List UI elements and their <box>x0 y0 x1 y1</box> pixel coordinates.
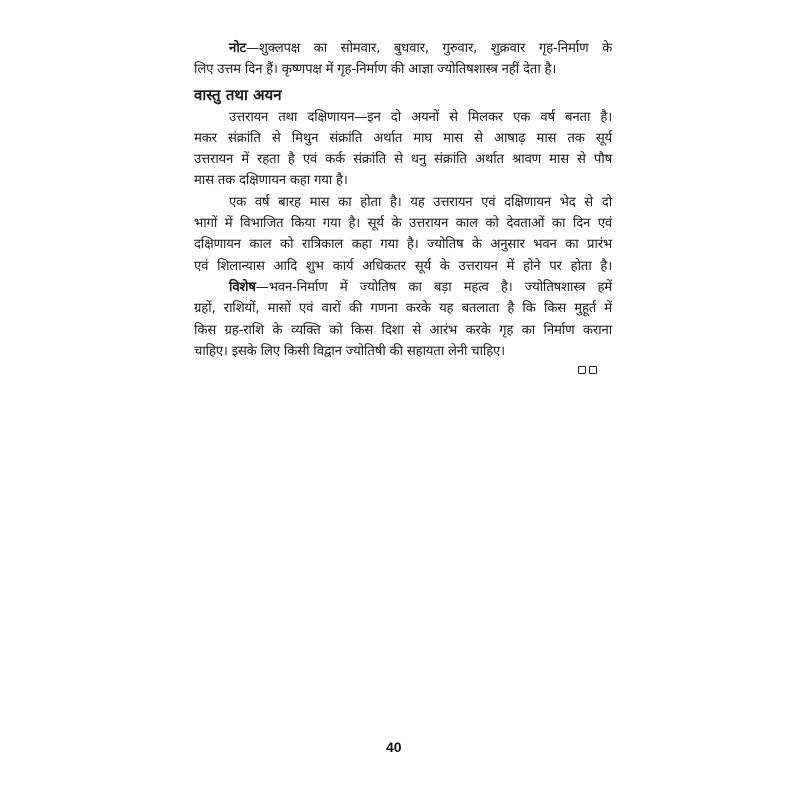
paragraph-2-line-3: दक्षिणायन काल को रात्रिकाल कहा गया है। ज्योतिष के अनुसार भवन का प्रारंभ <box>194 237 612 253</box>
paragraph-2-line-1: एक वर्ष बारह मास का होता है। यह उत्तरायन एवं दक्षिणायन भेद से दो <box>229 194 612 210</box>
note-label: नोट <box>229 41 246 56</box>
special-line-3: किस ग्रह-राशि के व्यक्ति को किस दिशा से आरंभ करके गृह का निर्माण कराना <box>194 322 612 338</box>
square-icon <box>589 366 597 374</box>
paragraph-1-line-2: मकर संक्रांति से मिथुन संक्रांति अर्थात माघ मास से आषाढ़ मास तक सूर्य <box>194 130 612 146</box>
paragraph-1-line-4: मास तक दक्षिणायन कहा गया है। <box>194 173 348 189</box>
section-heading: वास्तु तथा अयन <box>194 85 282 104</box>
special-line-2: ग्रहों, राशियों, मासों एवं वारों की गणना करके यह बतलाता है कि किस मुहूर्त में <box>194 301 612 317</box>
note-line-1: नोट—शुक्लपक्ष का सोमवार, बुधवार, गुरुवार, शुक्रवार गृह-निर्माण के <box>229 41 612 56</box>
special-line-4: चाहिए। इसके लिए किसी विद्वान ज्योतिषी की सहायता लेनी चाहिए। <box>194 343 505 359</box>
page-number: 40 <box>386 739 402 755</box>
page-text <box>194 38 612 362</box>
square-icon <box>578 366 586 374</box>
special-line-1: विशेष—भवन-निर्माण में ज्योतिष का बड़ा महत्व है। ज्योतिषशास्त्र हमें <box>229 279 612 295</box>
paragraph-2-line-4: एवं शिलान्यास आदि शुभ कार्य अधिकतर सूर्य के उत्तरायन में होने पर होता है। <box>194 258 612 274</box>
note-line-2: लिए उत्तम दिन हैं। कृष्णपक्ष में गृह-निर्माण की आज्ञा ज्योतिषशास्त्र नहीं देता है। <box>194 62 557 78</box>
paragraph-2-line-2: भागों में विभाजित किया गया है। सूर्य के उत्तरायन काल को देवताओं का दिन एवं <box>194 216 612 232</box>
paragraph-1-line-1: उत्तरायन तथा दक्षिणायन—इन दो अयनों से मिलकर एक वर्ष बनता है। <box>229 109 612 125</box>
end-of-section-mark <box>578 366 597 374</box>
paragraph-1-line-3: उत्तरायन में रहता है एवं कर्क संक्रांति से धनु संक्रांति अर्थात श्रावण मास से पौष <box>194 152 612 168</box>
special-label: विशेष <box>229 279 256 295</box>
